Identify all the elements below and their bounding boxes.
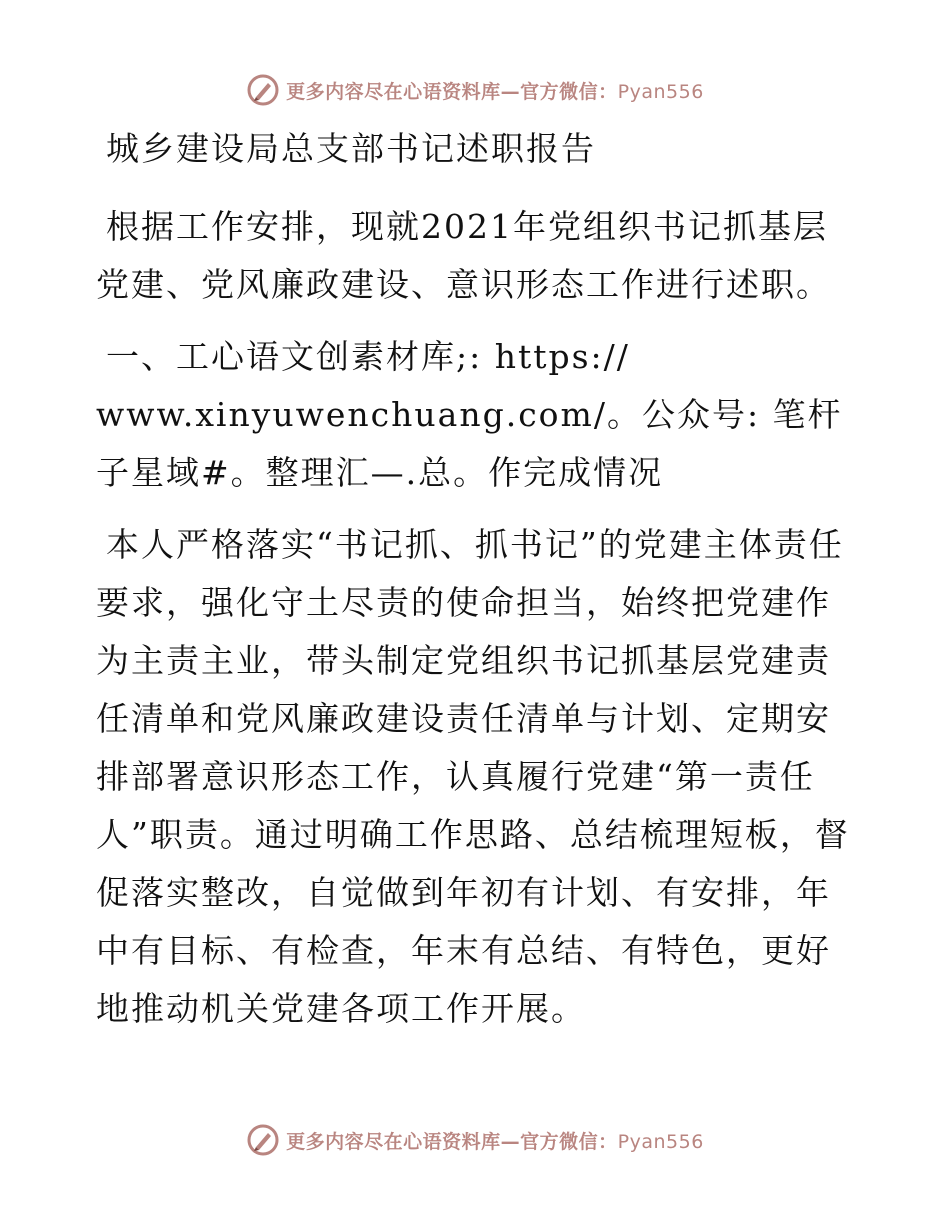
document-title: 城乡建设局总支部书记述职报告 xyxy=(106,129,596,168)
watermark-account: Pyan556 xyxy=(617,80,704,103)
watermark-text: 更多内容尽在心语资料库—官方微信：Pyan556 xyxy=(286,1130,704,1153)
pen-logo-icon xyxy=(246,1123,280,1157)
watermark-text: 更多内容尽在心语资料库—官方微信：Pyan556 xyxy=(286,80,704,103)
pen-logo-icon xyxy=(246,73,280,107)
footer-watermark xyxy=(0,1120,950,1160)
paragraph-section-heading: 一、工心语文创素材库;: https:// www.xinyuwenchuang.com/。公众号: 笔杆子星域#。整理汇—.总。作完成情况 xyxy=(96,337,843,492)
paragraph-body: 本人严格落实“书记抓、抓书记”的党建主体责任要求，强化守土尽责的使命担当，始终把党建作为主责主业，带头制定党组织书记抓基层党建责任清单和党风廉政建设责任清单与计划、定期安排部署意识形态工作，认真履行党建“第一责任人”职责。通过明确工作思路、总结梳理短板，督促落实整改，自觉做到年初有计划、有安排，年中有目标、有检查，年末有总结、有特色，更好地推动机关党建各项工作开展。 xyxy=(96,525,850,1028)
watermark-account: Pyan556 xyxy=(617,1130,704,1153)
paragraph-intro: 根据工作安排，现就2021年党组织书记抓基层党建、党风廉政建设、意识形态工作进行述职。 xyxy=(96,207,831,304)
document-body xyxy=(96,126,856,1038)
header-watermark xyxy=(0,70,950,110)
